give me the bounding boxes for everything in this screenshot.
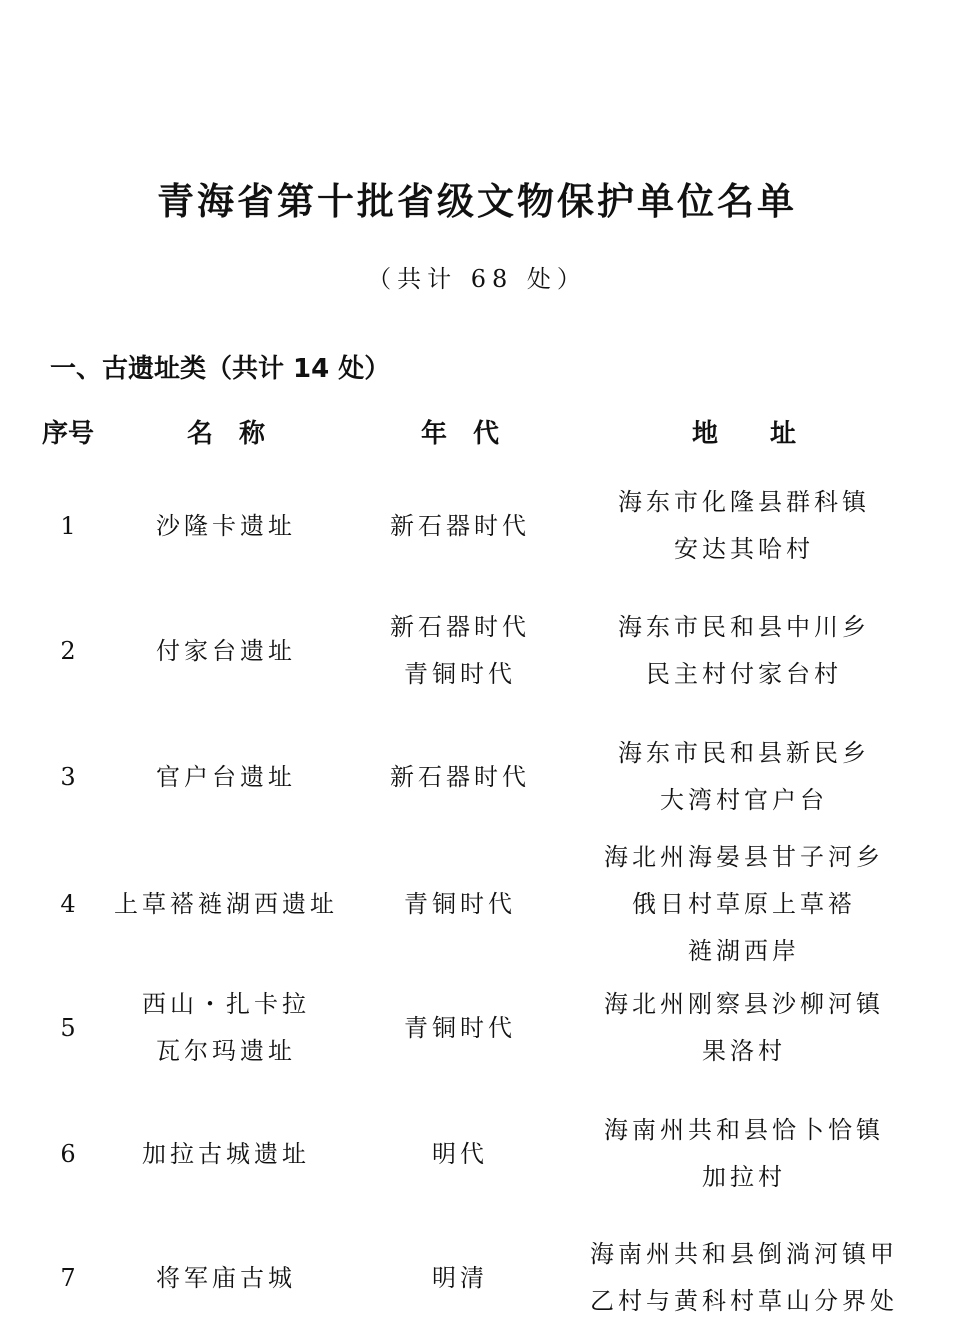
cell-no: 2 xyxy=(60,636,76,665)
cell-name xyxy=(100,478,352,574)
cell-name-line: 沙隆卡遗址 xyxy=(156,511,296,540)
table-row xyxy=(0,478,954,574)
table-row xyxy=(0,729,954,825)
cell-era xyxy=(360,729,560,825)
table-row xyxy=(0,980,954,1076)
section-heading: 一、古遗址类（共计 14 处） xyxy=(50,354,391,384)
cell-era-line: 明清 xyxy=(432,1263,488,1292)
cell-location-line: 俄日村草原上草褡 xyxy=(632,889,856,918)
table-row xyxy=(0,1106,954,1202)
cell-era xyxy=(360,1230,560,1326)
cell-location-line: 安达其哈村 xyxy=(674,535,814,563)
table-row xyxy=(0,832,954,976)
cell-era xyxy=(360,980,560,1076)
cell-name-line: 加拉古城遗址 xyxy=(142,1139,310,1168)
cell-no: 3 xyxy=(60,762,76,791)
cell-no: 7 xyxy=(60,1263,76,1292)
cell-name xyxy=(100,832,352,976)
cell-location xyxy=(566,1230,922,1326)
cell-no: 5 xyxy=(60,1013,76,1042)
cell-name-line: 官户台遗址 xyxy=(156,762,296,791)
cell-location-line: 乙村与黄科村草山分界处 xyxy=(590,1287,898,1315)
cell-name-line: 上草褡裢湖西遗址 xyxy=(114,889,338,918)
cell-location-line: 果洛村 xyxy=(702,1037,786,1065)
cell-location-line: 海北州海晏县甘子河乡 xyxy=(604,842,884,871)
cell-location-line: 民主村付家台村 xyxy=(646,660,842,688)
cell-name-line: 将军庙古城 xyxy=(156,1263,296,1292)
cell-location xyxy=(566,603,922,699)
page-subtitle: （共计 68 处） xyxy=(367,265,587,293)
cell-era xyxy=(360,478,560,574)
header-era: 年 代 xyxy=(420,419,499,449)
cell-era-line: 青铜时代 xyxy=(404,889,516,918)
page-title: 青海省第十批省级文物保护单位名单 xyxy=(157,180,797,223)
header-name: 名 称 xyxy=(186,419,265,449)
cell-era xyxy=(360,1106,560,1202)
cell-no: 1 xyxy=(60,511,76,540)
cell-location-line: 海东市民和县新民乡 xyxy=(618,739,870,767)
cell-name xyxy=(100,603,352,699)
cell-location-line: 海南州共和县恰卜恰镇 xyxy=(604,1116,884,1144)
cell-era-line: 青铜时代 xyxy=(404,660,516,688)
cell-location-line: 海北州刚察县沙柳河镇 xyxy=(604,990,884,1018)
cell-name xyxy=(100,1106,352,1202)
table-row xyxy=(0,1230,954,1326)
cell-location-line: 海南州共和县倒淌河镇甲 xyxy=(590,1240,898,1268)
table-row xyxy=(0,603,954,699)
cell-era-line: 明代 xyxy=(432,1139,488,1168)
cell-location-line: 裢湖西岸 xyxy=(688,936,800,965)
cell-era xyxy=(360,603,560,699)
cell-era-line: 新石器时代 xyxy=(390,613,530,641)
cell-era-line: 新石器时代 xyxy=(390,762,530,791)
cell-name xyxy=(100,1230,352,1326)
cell-era xyxy=(360,832,560,976)
cell-no: 6 xyxy=(60,1139,76,1168)
cell-name xyxy=(100,980,352,1076)
cell-location xyxy=(566,980,922,1076)
cell-name xyxy=(100,729,352,825)
cell-location xyxy=(566,832,922,976)
cell-era-line: 新石器时代 xyxy=(390,511,530,540)
cell-name-line: 西山・扎卡拉 xyxy=(142,990,310,1018)
cell-location-line: 海东市化隆县群科镇 xyxy=(618,488,870,516)
cell-location-line: 加拉村 xyxy=(702,1163,786,1191)
cell-era-line: 青铜时代 xyxy=(404,1013,516,1042)
header-location: 地 址 xyxy=(691,419,796,449)
cell-location-line: 海东市民和县中川乡 xyxy=(618,613,870,641)
cell-location xyxy=(566,478,922,574)
cell-no: 4 xyxy=(60,889,76,918)
cell-location-line: 大湾村官户台 xyxy=(660,786,828,814)
cell-location xyxy=(566,1106,922,1202)
cell-name-line: 瓦尔玛遗址 xyxy=(156,1037,296,1065)
cell-name-line: 付家台遗址 xyxy=(156,636,296,665)
header-no: 序号 xyxy=(41,419,94,449)
cell-location xyxy=(566,729,922,825)
